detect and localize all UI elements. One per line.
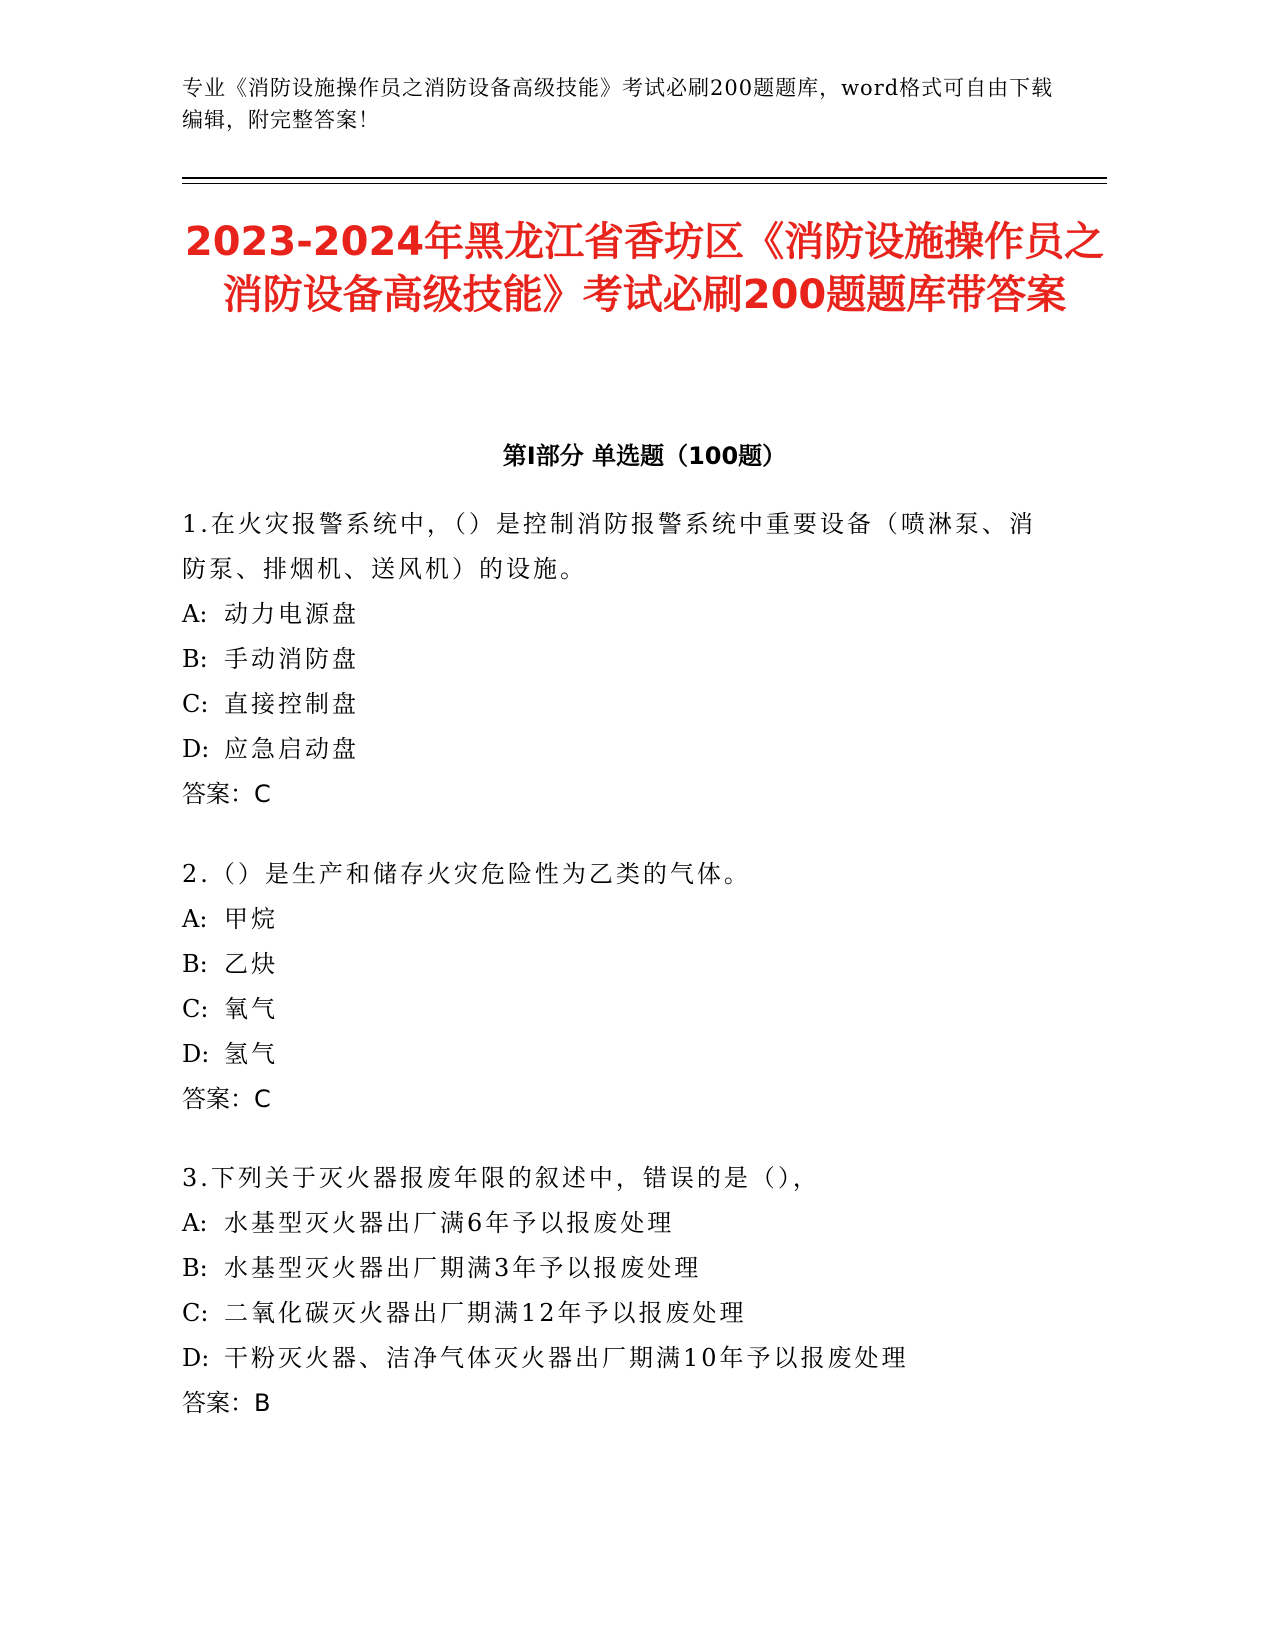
option-text: 动力电源盘	[224, 600, 359, 628]
option-key: C:	[182, 995, 209, 1023]
option-key: A:	[182, 905, 208, 933]
question-3	[182, 1156, 1062, 1426]
option-text: 直接控制盘	[224, 690, 359, 718]
question-stem: 1.在火灾报警系统中，（）是控制消防报警系统中重要设备（喷淋泵、消防泵、排烟机、送风机）的设施。	[182, 510, 1036, 583]
option-key: A:	[182, 1209, 208, 1237]
option-key: A:	[182, 600, 208, 628]
question-2	[182, 852, 1062, 1122]
option-text: 应急启动盘	[224, 735, 359, 763]
option-text: 氧气	[224, 995, 278, 1023]
option-text: 干粉灭火器、洁净气体灭火器出厂期满10年予以报废处理	[224, 1344, 909, 1372]
answer: 答案：B	[182, 1389, 271, 1417]
option-key: B:	[182, 950, 208, 978]
option-text: 二氧化碳灭火器出厂期满12年予以报废处理	[224, 1299, 747, 1327]
answer: 答案：C	[182, 780, 271, 808]
option-c	[182, 1291, 1062, 1336]
option-a	[182, 897, 1062, 942]
option-text: 乙炔	[224, 950, 278, 978]
option-c	[182, 987, 1062, 1032]
option-text: 水基型灭火器出厂期满3年予以报废处理	[224, 1254, 702, 1282]
option-b	[182, 942, 1062, 987]
option-b	[182, 1246, 1062, 1291]
header-divider-thick	[182, 177, 1107, 179]
header-divider-thin	[182, 183, 1107, 184]
option-a	[182, 592, 1062, 637]
option-key: C:	[182, 690, 209, 718]
option-b	[182, 637, 1062, 682]
option-key: B:	[182, 645, 208, 673]
answer: 答案：C	[182, 1085, 271, 1113]
option-d	[182, 727, 1062, 772]
question-stem: 2.（）是生产和储存火灾危险性为乙类的气体。	[182, 860, 751, 888]
option-key: D:	[182, 735, 210, 763]
option-key: B:	[182, 1254, 208, 1282]
option-d	[182, 1032, 1062, 1077]
option-text: 氢气	[224, 1040, 278, 1068]
question-1	[182, 502, 1062, 817]
option-text: 水基型灭火器出厂满6年予以报废处理	[224, 1209, 675, 1237]
question-stem: 3.下列关于灭火器报废年限的叙述中，错误的是（），	[182, 1164, 820, 1192]
option-text: 手动消防盘	[224, 645, 359, 673]
option-text: 甲烷	[224, 905, 278, 933]
option-c	[182, 682, 1062, 727]
section-heading: 第Ⅰ部分 单选题（100题）	[502, 442, 787, 470]
option-key: D:	[182, 1344, 210, 1372]
header-note: 专业《消防设施操作员之消防设备高级技能》考试必刷200题题库，word格式可自由下载编辑，附完整答案！	[182, 76, 1054, 132]
option-a	[182, 1201, 1062, 1246]
document-title: 2023-2024年黑龙江省香坊区《消防设施操作员之消防设备高级技能》考试必刷200题题库带答案	[184, 219, 1105, 318]
option-key: C:	[182, 1299, 209, 1327]
option-d	[182, 1336, 1062, 1381]
option-key: D:	[182, 1040, 210, 1068]
